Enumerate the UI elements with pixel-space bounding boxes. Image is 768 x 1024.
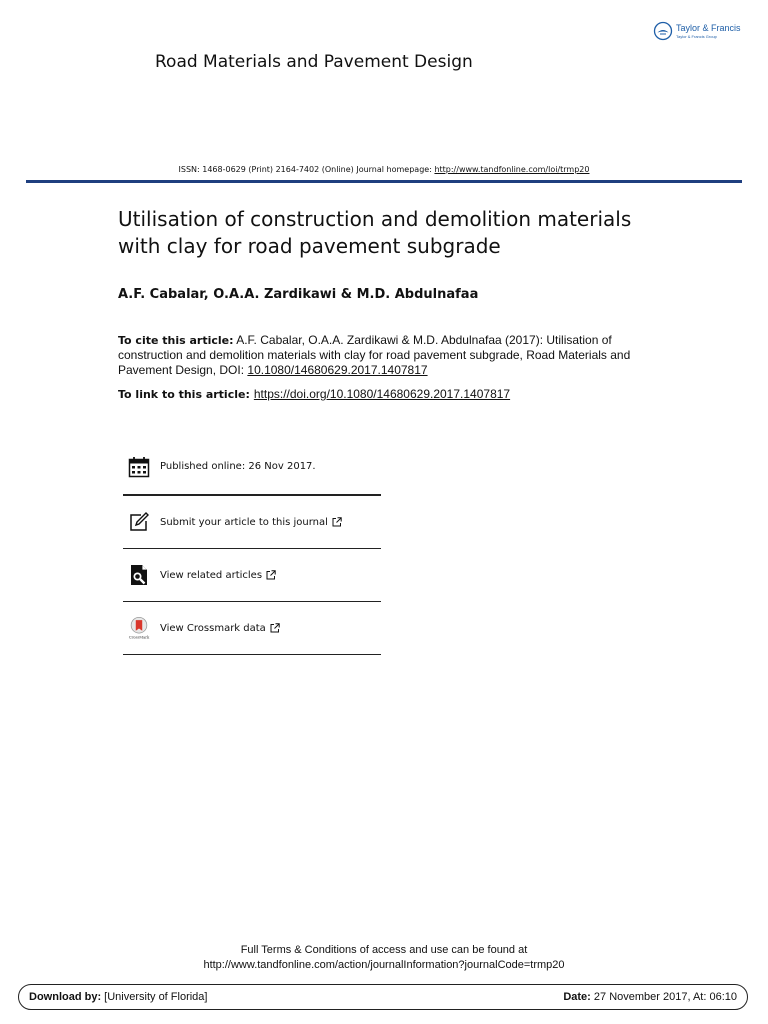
article-info-list: [123, 439, 381, 655]
download-date-value: 27 November 2017, At: 06:10: [590, 991, 737, 1003]
article-authors: A.F. Cabalar, O.A.A. Zardikawi & M.D. Abdulnafaa: [118, 287, 479, 302]
download-info-bar: [18, 984, 748, 1010]
journal-title: Road Materials and Pavement Design: [155, 52, 473, 72]
article-title: Utilisation of construction and demolition materials with clay for road pavement subgrade: [118, 207, 632, 258]
crossmark-row[interactable]: [123, 602, 381, 655]
publisher-name: Taylor & Francis: [676, 22, 741, 33]
cite-doi-link[interactable]: 10.1080/14680629.2017.1407817: [247, 363, 428, 377]
journal-homepage-link[interactable]: http://www.tandfonline.com/loi/trmp20: [434, 165, 590, 174]
terms-line-1: Full Terms & Conditions of access and use can be found at: [240, 944, 528, 956]
taylor-francis-logo-icon: [653, 21, 673, 41]
download-by-label: Download by:: [29, 991, 102, 1003]
edit-pencil-icon: [127, 510, 151, 534]
external-link-icon: [332, 517, 342, 527]
crossmark-label: [160, 623, 280, 634]
related-articles-row[interactable]: [123, 549, 381, 602]
published-online-text: Published online: 26 Nov 2017.: [160, 461, 316, 472]
publisher-text: [676, 24, 741, 39]
header-rule: [26, 180, 742, 183]
published-online-row: [123, 439, 381, 496]
cite-text: A.F. Cabalar, O.A.A. Zardikawi & M.D. Abdulnafaa (2017): Utilisation of construction and demolition materials with clay for road pavement subgrade, Road Materials and Pavement Design, DOI:: [118, 333, 631, 377]
submit-article-text: Submit your article to this journal: [160, 516, 328, 528]
external-link-icon: [266, 570, 276, 580]
submit-article-row[interactable]: [123, 496, 381, 549]
download-date: [563, 991, 737, 1003]
crossmark-text: View Crossmark data: [160, 622, 266, 634]
related-articles-label: [160, 570, 276, 581]
citation-block: [118, 333, 648, 378]
link-label: To link to this article:: [118, 388, 250, 401]
issn-text: ISSN: 1468-0629 (Print) 2164-7402 (Online) Journal homepage:: [178, 165, 435, 174]
article-doi-link[interactable]: https://doi.org/10.1080/14680629.2017.1407817: [253, 387, 511, 401]
submit-article-label: [160, 517, 342, 528]
download-date-label: Date:: [563, 991, 591, 1003]
terms-note: [0, 943, 768, 973]
terms-url[interactable]: http://www.tandfonline.com/action/journalInformation?journalCode=trmp20: [203, 959, 565, 971]
cite-label: To cite this article:: [118, 334, 234, 347]
crossmark-logo-text: CrossMark: [128, 635, 150, 640]
publisher-group: Taylor & Francis Group: [676, 33, 717, 39]
article-link-block: [118, 387, 648, 401]
publisher-logo[interactable]: [653, 21, 741, 41]
crossmark-icon: [127, 616, 151, 640]
document-search-icon: [127, 563, 151, 587]
download-by-value: [University of Florida]: [101, 991, 208, 1003]
related-articles-text: View related articles: [160, 569, 263, 581]
calendar-icon: [127, 455, 151, 479]
issn-line: [0, 165, 768, 174]
external-link-icon: [270, 623, 280, 633]
download-by: [29, 991, 207, 1003]
